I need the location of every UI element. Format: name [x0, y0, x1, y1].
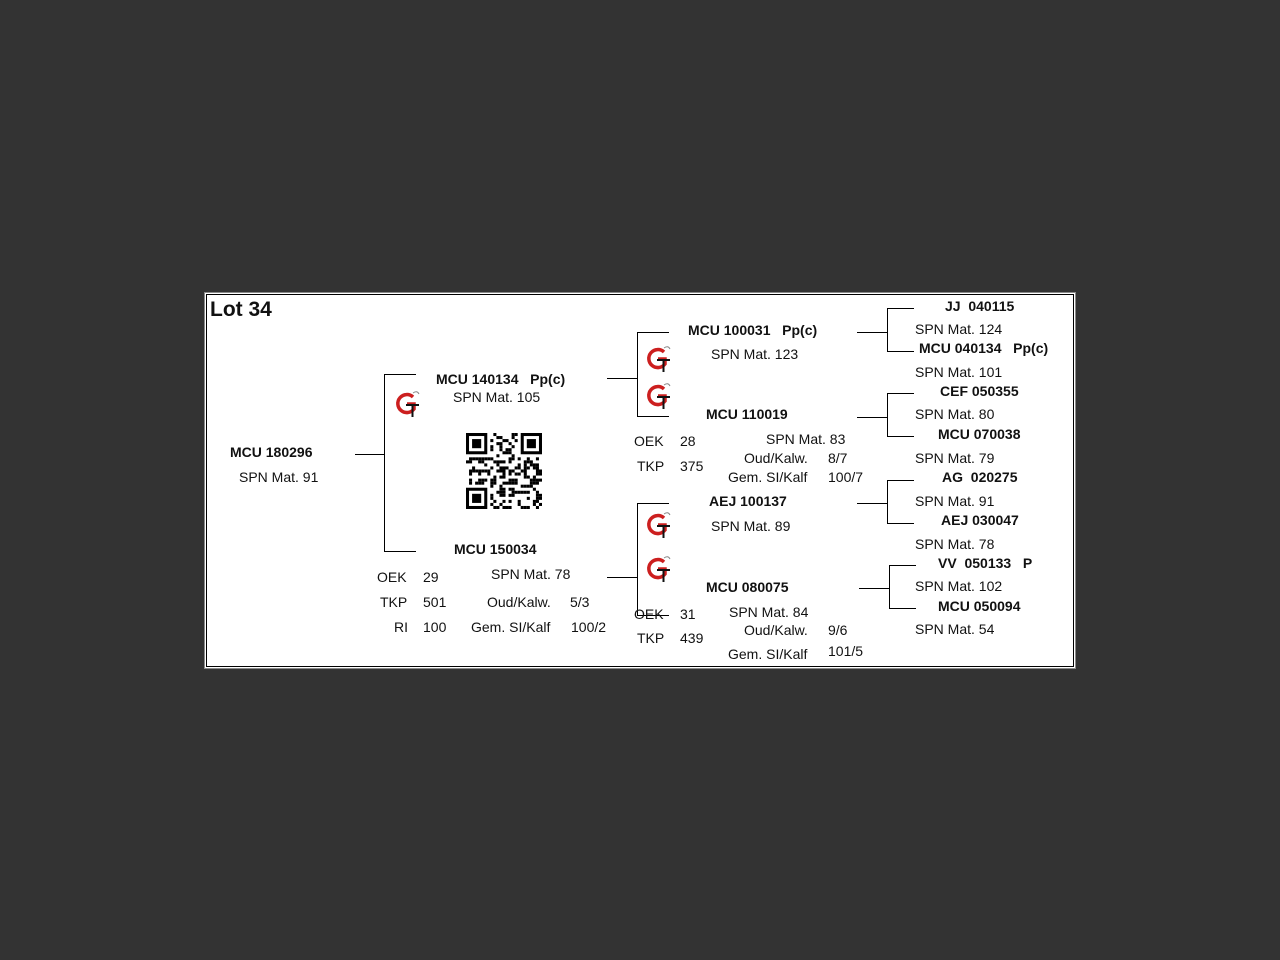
- gen3-id: CEF 050355: [940, 383, 1019, 399]
- maternal-granddam-spn: SPN Mat. 84: [729, 604, 809, 620]
- connector: [887, 308, 914, 309]
- paternal-granddam-oek-value: 28: [680, 433, 696, 449]
- dam-oud-value: 5/3: [570, 594, 590, 610]
- connector: [889, 565, 916, 566]
- paternal-granddam-oud-value: 8/7: [828, 450, 848, 466]
- paternal-granddam-spn: SPN Mat. 83: [766, 431, 846, 447]
- connector: [889, 565, 890, 609]
- paternal-granddam-oek-label: OEK: [634, 433, 664, 449]
- connector: [887, 480, 888, 524]
- gen3-spn: SPN Mat. 80: [915, 406, 995, 422]
- paternal-granddam-gem-label: Gem. SI/Kalf: [728, 469, 808, 485]
- pedigree-frame: [206, 294, 1074, 667]
- connector: [384, 551, 416, 552]
- paternal-grandsire-spn: SPN Mat. 123: [711, 346, 799, 362]
- gen3-spn: SPN Mat. 102: [915, 578, 1003, 594]
- maternal-granddam-gem-value: 101/5: [828, 643, 864, 659]
- dam-oek-label: OEK: [377, 569, 407, 585]
- paternal-granddam-tkp-label: TKP: [637, 458, 665, 474]
- dam-ri-value: 100: [423, 619, 447, 635]
- gen3-id: MCU 050094: [938, 598, 1021, 614]
- connector: [637, 503, 669, 504]
- maternal-granddam-oek-label: OEK: [634, 606, 664, 622]
- dam-gem-value: 100/2: [571, 619, 607, 635]
- paternal-granddam-tkp-value: 375: [680, 458, 704, 474]
- lot-title: Lot 34: [210, 298, 272, 321]
- pedigree-document: [204, 292, 1076, 669]
- dam-id: MCU 150034: [454, 541, 537, 557]
- connector: [637, 416, 669, 417]
- connector: [637, 332, 669, 333]
- connector: [355, 454, 385, 455]
- maternal-granddam-oud-value: 9/6: [828, 622, 848, 638]
- gen3-spn: SPN Mat. 91: [915, 493, 995, 509]
- dam-spn: SPN Mat. 78: [491, 566, 571, 582]
- maternal-granddam-id: MCU 080075: [706, 579, 789, 595]
- connector: [637, 503, 638, 616]
- connector: [887, 436, 914, 437]
- gt-logo-icon: [644, 382, 672, 410]
- dam-tkp-value: 501: [423, 594, 447, 610]
- gen3-spn: SPN Mat. 78: [915, 536, 995, 552]
- connector: [857, 332, 888, 333]
- gen3-id: AG 020275: [942, 469, 1018, 485]
- connector: [887, 308, 888, 352]
- connector: [384, 374, 416, 375]
- connector: [887, 351, 914, 352]
- maternal-granddam-oud-label: Oud/Kalw.: [744, 622, 808, 638]
- gt-logo-icon: [644, 555, 672, 583]
- subject-spn: SPN Mat. 91: [239, 469, 319, 485]
- gt-logo-icon: [393, 390, 421, 418]
- maternal-granddam-tkp-value: 439: [680, 630, 704, 646]
- connector: [637, 332, 638, 417]
- connector: [607, 378, 638, 379]
- maternal-granddam-gem-label: Gem. SI/Kalf: [728, 646, 808, 662]
- dam-gem-label: Gem. SI/Kalf: [471, 619, 551, 635]
- dam-tkp-label: TKP: [380, 594, 408, 610]
- dam-oud-label: Oud/Kalw.: [487, 594, 551, 610]
- maternal-granddam-tkp-label: TKP: [637, 630, 665, 646]
- gen3-id: JJ 040115: [945, 298, 1015, 314]
- sire-spn: SPN Mat. 105: [453, 389, 541, 405]
- dam-oek-value: 29: [423, 569, 439, 585]
- dam-ri-label: RI: [394, 619, 408, 635]
- maternal-grandsire-id: AEJ 100137: [709, 493, 787, 509]
- paternal-granddam-gem-value: 100/7: [828, 469, 864, 485]
- gen3-spn: SPN Mat. 79: [915, 450, 995, 466]
- connector: [887, 480, 914, 481]
- connector: [607, 577, 638, 578]
- maternal-granddam-oek-value: 31: [680, 606, 696, 622]
- connector: [887, 393, 914, 394]
- gen3-id: MCU 070038: [938, 426, 1021, 442]
- connector: [384, 374, 385, 552]
- paternal-granddam-id: MCU 110019: [706, 406, 788, 422]
- connector: [859, 588, 890, 589]
- maternal-grandsire-spn: SPN Mat. 89: [711, 518, 791, 534]
- qr-code-icon: [466, 433, 542, 509]
- connector: [887, 523, 914, 524]
- gen3-id: VV 050133 P: [938, 555, 1033, 571]
- subject-id: MCU 180296: [230, 444, 313, 460]
- gt-logo-icon: [644, 511, 672, 539]
- connector: [857, 417, 888, 418]
- gt-logo-icon: [644, 345, 672, 373]
- gen3-id: MCU 040134 Pp(c): [919, 340, 1049, 356]
- connector: [889, 608, 916, 609]
- gen3-spn: SPN Mat. 124: [915, 321, 1003, 337]
- sire-id: MCU 140134 Pp(c): [436, 371, 566, 387]
- gen3-spn: SPN Mat. 54: [915, 621, 995, 637]
- connector: [857, 503, 888, 504]
- gen3-id: AEJ 030047: [941, 512, 1019, 528]
- connector: [887, 393, 888, 437]
- gen3-spn: SPN Mat. 101: [915, 364, 1003, 380]
- paternal-grandsire-id: MCU 100031 Pp(c): [688, 322, 818, 338]
- paternal-granddam-oud-label: Oud/Kalw.: [744, 450, 808, 466]
